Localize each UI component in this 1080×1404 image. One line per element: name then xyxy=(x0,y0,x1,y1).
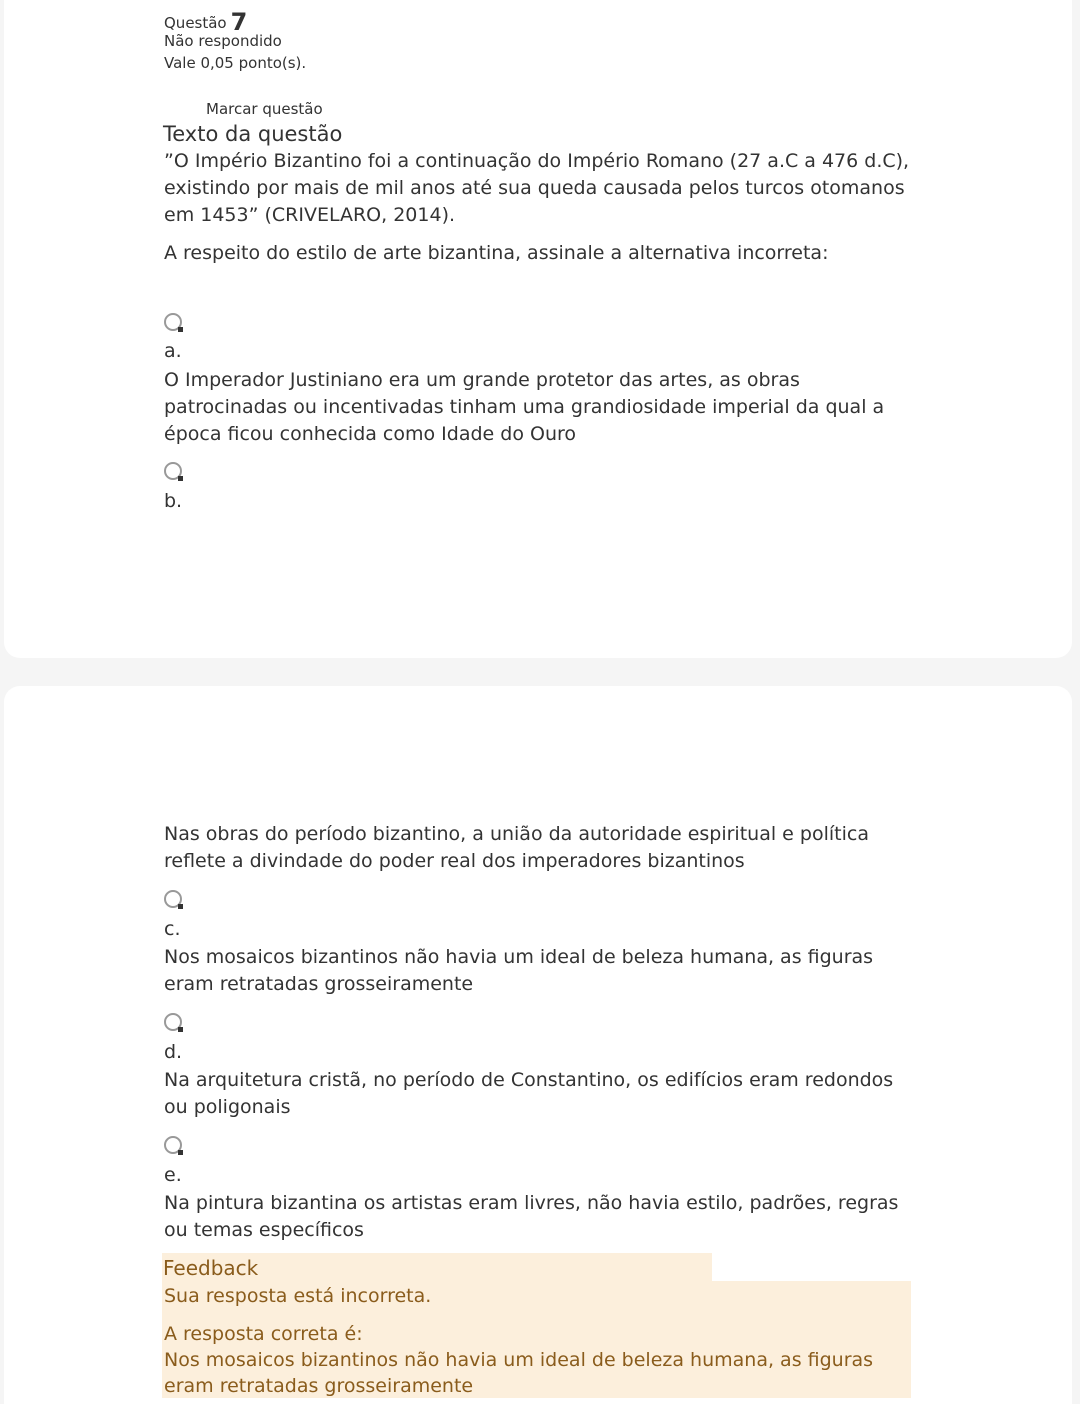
option-d-letter: d. xyxy=(164,1041,183,1063)
option-b-radio[interactable] xyxy=(164,462,182,480)
question-state: Não respondido xyxy=(164,32,282,50)
question-prompt: A respeito do estilo de arte bizantina, assinale a alternativa incorreta: xyxy=(164,242,829,264)
question-quote: ”O Império Bizantino foi a continuação do Império Romano (27 a.C a 476 d.C), existindo por mais de mil anos até sua queda causada pelos turcos otomanos em 1453” (CRIVELARO, 2014). xyxy=(164,150,910,226)
option-e-text[interactable]: Na pintura bizantina os artistas eram livres, não havia estilo, padrões, regras ou temas específicos xyxy=(164,1192,899,1241)
option-b-text[interactable]: Nas obras do período bizantino, a união da autoridade espiritual e política reflete a divindade do poder real dos imperadores bizantinos xyxy=(164,823,869,872)
option-c-text[interactable]: Nos mosaicos bizantinos não havia um ideal de beleza humana, as figuras eram retratadas grosseiramente xyxy=(164,946,874,995)
option-c-radio[interactable] xyxy=(164,890,182,908)
question-grade: Vale 0,05 ponto(s). xyxy=(164,54,307,72)
feedback-result: Sua resposta está incorreta. xyxy=(164,1285,432,1307)
option-b-letter: b. xyxy=(164,490,183,512)
question-text-title: Texto da questão xyxy=(163,122,343,146)
feedback-title: Feedback xyxy=(163,1256,259,1280)
option-d-radio[interactable] xyxy=(164,1013,182,1031)
option-d-text[interactable]: Na arquitetura cristã, no período de Constantino, os edifícios eram redondos ou poligonais xyxy=(164,1069,894,1118)
question-label-text: Questão xyxy=(164,14,227,32)
feedback-correct-label: A resposta correta é: xyxy=(164,1323,363,1345)
option-c-letter: c. xyxy=(164,918,181,940)
flag-question-link[interactable]: Marcar questão xyxy=(206,100,323,118)
question-card-top xyxy=(4,0,1072,658)
option-e-radio[interactable] xyxy=(164,1136,182,1154)
option-e-letter: e. xyxy=(164,1164,182,1186)
option-a-text[interactable]: O Imperador Justiniano era um grande protetor das artes, as obras patrocinadas ou incentivadas tinham uma grandiosidade imperial da qual a época ficou conhecida como Idade do Ouro xyxy=(164,369,885,445)
option-a-letter: a. xyxy=(164,340,182,362)
question-number: 7 xyxy=(230,8,248,36)
feedback-correct-answer: Nos mosaicos bizantinos não havia um ideal de beleza humana, as figuras eram retratadas grosseiramente xyxy=(164,1349,874,1397)
option-a-radio[interactable] xyxy=(164,313,182,331)
